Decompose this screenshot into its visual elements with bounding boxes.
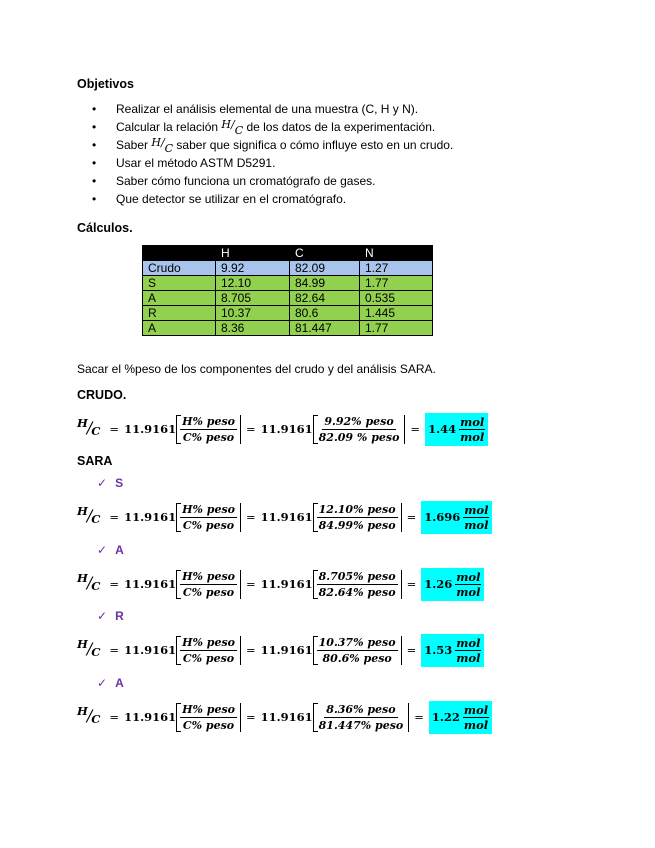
check-label-text: A xyxy=(115,676,124,690)
table-header-cell: C xyxy=(290,246,360,261)
bullet-icon: • xyxy=(92,102,97,116)
table-cell: S xyxy=(143,276,216,291)
table-cell: 82.09 xyxy=(290,261,360,276)
unit-denominator: mol xyxy=(456,650,481,665)
fraction-numerator: 10.37% peso xyxy=(318,635,396,649)
list-item-text: Realizar el análisis elemental de una muestra (C, H y N). xyxy=(116,102,419,116)
equation-a xyxy=(77,564,484,604)
value-fraction xyxy=(313,503,402,532)
unit-fraction xyxy=(455,570,481,599)
constant-value: 11.9161 xyxy=(260,510,313,524)
equals-sign: = xyxy=(410,422,421,436)
table-cell: 9.92 xyxy=(216,261,290,276)
list-item-text: Saber cómo funciona un cromatógrafo de gases. xyxy=(116,174,376,188)
table-cell: R xyxy=(143,306,216,321)
equals-sign: = xyxy=(109,643,120,657)
list-item-text: Usar el método ASTM D5291. xyxy=(116,156,276,170)
list-item-text: Que detector se utilizar en el cromatógrafo. xyxy=(116,192,347,206)
value-fraction xyxy=(313,636,402,665)
value-fraction xyxy=(313,415,406,444)
bullet-icon: • xyxy=(92,174,97,188)
equals-sign: = xyxy=(245,643,256,657)
table-header-row xyxy=(143,246,433,261)
equation-a2 xyxy=(77,697,492,737)
equals-sign: = xyxy=(109,710,120,724)
hc-ratio-symbol: $H/_C$ xyxy=(221,118,244,137)
table-cell: 12.10 xyxy=(216,276,290,291)
fraction-numerator: H% peso xyxy=(182,635,235,649)
list-item xyxy=(92,136,453,154)
value-fraction xyxy=(313,570,402,599)
fraction-denominator: C% peso xyxy=(182,718,235,732)
constant-value: 11.9161 xyxy=(124,577,177,591)
fraction-denominator: 80.6% peso xyxy=(322,651,392,665)
table-cell: 84.99 xyxy=(290,276,360,291)
table-cell: 81.447 xyxy=(290,321,360,336)
table-cell: 1.77 xyxy=(360,321,433,336)
list-item xyxy=(92,190,453,208)
table-cell: Crudo xyxy=(143,261,216,276)
check-label-s xyxy=(97,476,123,490)
table-cell: 8.36 xyxy=(216,321,290,336)
unit-numerator: mol xyxy=(456,569,481,584)
list-item-text: de los datos de la experimentación. xyxy=(243,120,436,134)
equals-sign: = xyxy=(109,510,120,524)
table-cell: 1.445 xyxy=(360,306,433,321)
table-cell: A xyxy=(143,291,216,306)
check-icon: ✓ xyxy=(97,609,108,623)
fraction-numerator: H% peso xyxy=(182,502,235,516)
table-cell: A xyxy=(143,321,216,336)
unit-numerator: mol xyxy=(460,414,485,429)
constant-value: 11.9161 xyxy=(124,710,177,724)
objetivos-heading: Objetivos xyxy=(77,77,134,91)
table-cell: 1.27 xyxy=(360,261,433,276)
table-cell: 1.77 xyxy=(360,276,433,291)
generic-fraction xyxy=(176,570,241,599)
constant-value: 11.9161 xyxy=(260,422,313,436)
constant-value: 11.9161 xyxy=(124,510,177,524)
hc-ratio-symbol: H / C xyxy=(77,503,101,526)
check-label-r xyxy=(97,609,124,623)
result-value: 1.26 xyxy=(424,577,453,591)
constant-value: 11.9161 xyxy=(124,422,177,436)
result-highlight xyxy=(421,568,484,601)
fraction-numerator: 8.36% peso xyxy=(326,702,396,716)
equation-s xyxy=(77,497,492,537)
elemental-analysis-table xyxy=(142,245,433,336)
fraction-numerator: 9.92% peso xyxy=(324,414,394,428)
unit-denominator: mol xyxy=(464,517,489,532)
bullet-icon: • xyxy=(92,156,97,170)
table-cell: 0.535 xyxy=(360,291,433,306)
unit-numerator: mol xyxy=(463,702,489,717)
table-header-cell: N xyxy=(360,246,433,261)
table-header-cell xyxy=(143,246,216,261)
constant-value: 11.9161 xyxy=(260,577,313,591)
table-row xyxy=(143,321,433,336)
equals-sign: = xyxy=(245,710,256,724)
result-highlight xyxy=(425,413,488,446)
hc-ratio-symbol: H / C xyxy=(77,636,101,659)
constant-value: 11.9161 xyxy=(260,710,313,724)
bullet-icon: • xyxy=(92,192,97,206)
equation-crudo xyxy=(77,409,488,449)
value-fraction xyxy=(313,703,410,732)
result-value: 1.696 xyxy=(424,510,461,524)
hc-ratio-symbol: $H/_C$ xyxy=(151,136,174,155)
fraction-denominator: 84.99% peso xyxy=(318,518,396,532)
check-icon: ✓ xyxy=(97,676,108,690)
result-highlight xyxy=(421,501,492,534)
check-icon: ✓ xyxy=(97,543,108,557)
result-value: 1.22 xyxy=(431,710,460,724)
list-item xyxy=(92,154,453,172)
constant-value: 11.9161 xyxy=(124,643,177,657)
generic-fraction xyxy=(176,415,241,444)
list-item xyxy=(92,100,453,118)
constant-value: 11.9161 xyxy=(260,643,313,657)
unit-fraction xyxy=(459,415,485,444)
unit-denominator: mol xyxy=(460,429,485,444)
fraction-denominator: C% peso xyxy=(182,585,235,599)
list-item-text: Saber xyxy=(116,138,152,152)
objetivos-list xyxy=(92,100,453,208)
check-label-text: A xyxy=(115,543,124,557)
crudo-heading: CRUDO. xyxy=(77,388,127,402)
unit-denominator: mol xyxy=(456,584,481,599)
hc-ratio-symbol: H / C xyxy=(77,703,101,726)
generic-fraction xyxy=(176,503,241,532)
check-label-a2 xyxy=(97,676,124,690)
unit-denominator: mol xyxy=(463,717,489,732)
sara-heading: SARA xyxy=(77,454,113,468)
fraction-numerator: 8.705% peso xyxy=(318,569,396,583)
generic-fraction xyxy=(176,703,241,732)
table-row xyxy=(143,276,433,291)
fraction-denominator: 81.447% peso xyxy=(318,718,404,732)
equals-sign: = xyxy=(406,510,417,524)
fraction-denominator: C% peso xyxy=(182,651,235,665)
fraction-numerator: H% peso xyxy=(182,414,235,428)
table-row xyxy=(143,291,433,306)
table-cell: 10.37 xyxy=(216,306,290,321)
list-item-text: saber que significa o cómo influye esto en un crudo. xyxy=(173,138,454,152)
unit-fraction xyxy=(463,703,489,732)
list-item xyxy=(92,118,453,136)
bullet-icon: • xyxy=(92,120,97,134)
sara-paragraph: Sacar el %peso de los componentes del crudo y del análisis SARA. xyxy=(77,362,436,376)
equals-sign: = xyxy=(245,422,256,436)
unit-numerator: mol xyxy=(464,502,489,517)
equals-sign: = xyxy=(109,422,120,436)
check-label-text: R xyxy=(115,609,124,623)
unit-fraction xyxy=(455,636,481,665)
unit-fraction xyxy=(463,503,489,532)
calculos-heading: Cálculos. xyxy=(77,221,133,235)
fraction-numerator: H% peso xyxy=(182,702,235,716)
equals-sign: = xyxy=(109,577,120,591)
result-value: 1.53 xyxy=(424,643,453,657)
unit-numerator: mol xyxy=(456,635,481,650)
fraction-denominator: C% peso xyxy=(182,518,235,532)
hc-ratio-symbol: H / C xyxy=(77,570,101,593)
fraction-numerator: 12.10% peso xyxy=(318,502,396,516)
equals-sign: = xyxy=(414,710,424,724)
bullet-icon: • xyxy=(92,138,97,152)
fraction-denominator: 82.64% peso xyxy=(318,585,396,599)
equals-sign: = xyxy=(406,577,417,591)
list-item-text: Calcular la relación xyxy=(116,120,222,134)
fraction-numerator: H% peso xyxy=(182,569,235,583)
hc-ratio-symbol: H / C xyxy=(77,415,101,438)
generic-fraction xyxy=(176,636,241,665)
equals-sign: = xyxy=(406,643,417,657)
check-label-text: S xyxy=(115,476,124,490)
list-item xyxy=(92,172,453,190)
result-value: 1.44 xyxy=(428,422,457,436)
check-icon: ✓ xyxy=(97,476,108,490)
table-row xyxy=(143,306,433,321)
table-cell: 82.64 xyxy=(290,291,360,306)
table-cell: 80.6 xyxy=(290,306,360,321)
fraction-denominator: C% peso xyxy=(182,430,235,444)
equals-sign: = xyxy=(245,510,256,524)
result-highlight xyxy=(429,701,492,734)
fraction-denominator: 82.09 % peso xyxy=(318,430,400,444)
equals-sign: = xyxy=(245,577,256,591)
equation-r xyxy=(77,630,484,670)
table-header-cell: H xyxy=(216,246,290,261)
table-cell: 8.705 xyxy=(216,291,290,306)
result-highlight xyxy=(421,634,484,667)
check-label-a xyxy=(97,543,124,557)
table-row xyxy=(143,261,433,276)
